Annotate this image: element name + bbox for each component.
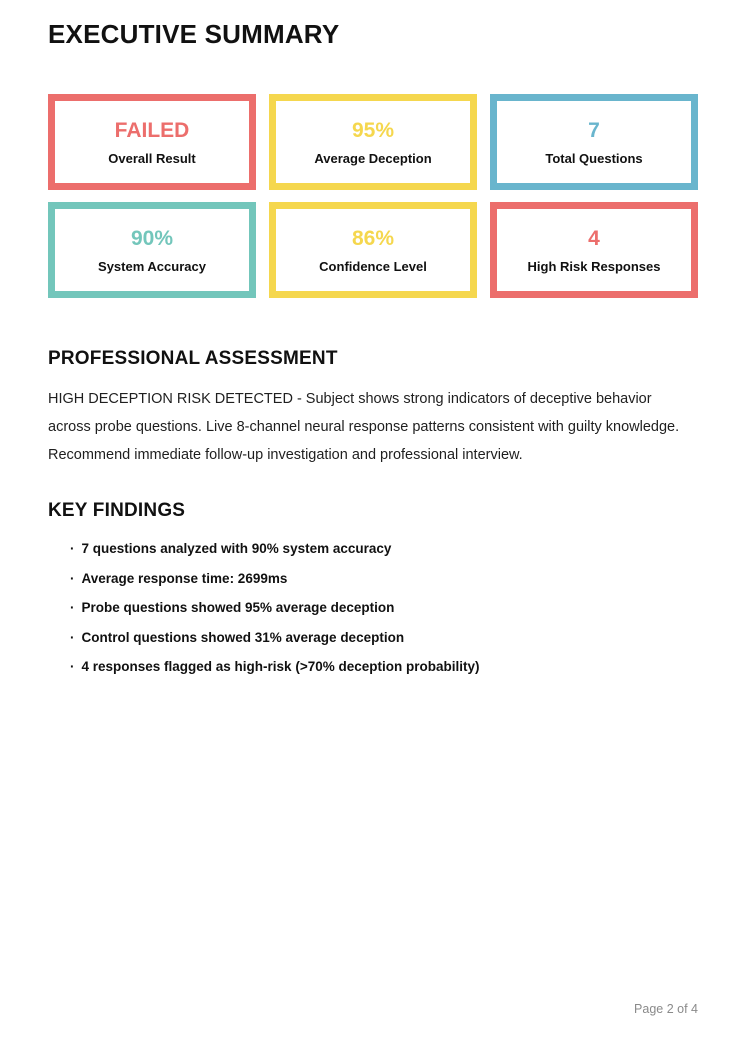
key-finding-text: Probe questions showed 95% average deception: [81, 600, 395, 615]
summary-stat-cards: [48, 94, 698, 298]
bullet-dot-icon: ·: [70, 570, 75, 586]
bullet-dot-icon: ·: [70, 659, 75, 674]
key-finding-item: [70, 660, 698, 674]
stat-label: High Risk Responses: [527, 258, 661, 274]
stat-card-average-deception: [269, 94, 477, 190]
stat-value: 95%: [351, 118, 395, 142]
key-finding-text: 4 responses flagged as high-risk (>70% deception probability): [81, 659, 480, 674]
stat-label: Overall Result: [108, 150, 196, 166]
key-finding-text: Average response time: 2699ms: [81, 570, 288, 586]
stat-card-system-accuracy: [48, 202, 256, 298]
professional-assessment-heading: PROFESSIONAL ASSESSMENT: [48, 348, 338, 369]
stat-card-total-questions: [490, 94, 698, 190]
bullet-dot-icon: ·: [70, 541, 75, 556]
stat-label: Average Deception: [314, 150, 432, 166]
professional-assessment-text: HIGH DECEPTION RISK DETECTED - Subject shows strong indicators of deceptive behavior across probe questions. Live 8-channel neural response patterns consistent with guilty knowledge. Recommend immediate follow-up investigation and professional interview.: [48, 391, 680, 463]
page-title: EXECUTIVE SUMMARY: [48, 19, 340, 49]
key-finding-item: [70, 601, 698, 615]
stat-value: FAILED: [114, 118, 190, 142]
key-findings-heading: KEY FINDINGS: [48, 500, 186, 521]
key-findings-list: [48, 542, 698, 674]
stat-card-confidence-level: [269, 202, 477, 298]
stat-label: Total Questions: [545, 150, 643, 166]
bullet-dot-icon: ·: [70, 600, 75, 615]
key-finding-text: 7 questions analyzed with 90% system accuracy: [81, 541, 392, 556]
stat-card-high-risk-responses: [490, 202, 698, 298]
key-finding-item: [70, 572, 698, 586]
page-number: Page 2 of 4: [634, 1002, 698, 1016]
key-finding-item: [70, 631, 698, 645]
key-finding-text: Control questions showed 31% average deception: [81, 629, 405, 645]
bullet-dot-icon: ·: [70, 629, 75, 645]
stat-label: System Accuracy: [98, 258, 206, 274]
key-finding-item: [70, 542, 698, 556]
stat-value: 4: [588, 226, 600, 250]
stat-label: Confidence Level: [319, 258, 427, 274]
stat-value: 7: [588, 118, 600, 142]
stat-value: 90%: [130, 226, 174, 250]
stat-value: 86%: [351, 226, 395, 250]
stat-card-overall-result: [48, 94, 256, 190]
